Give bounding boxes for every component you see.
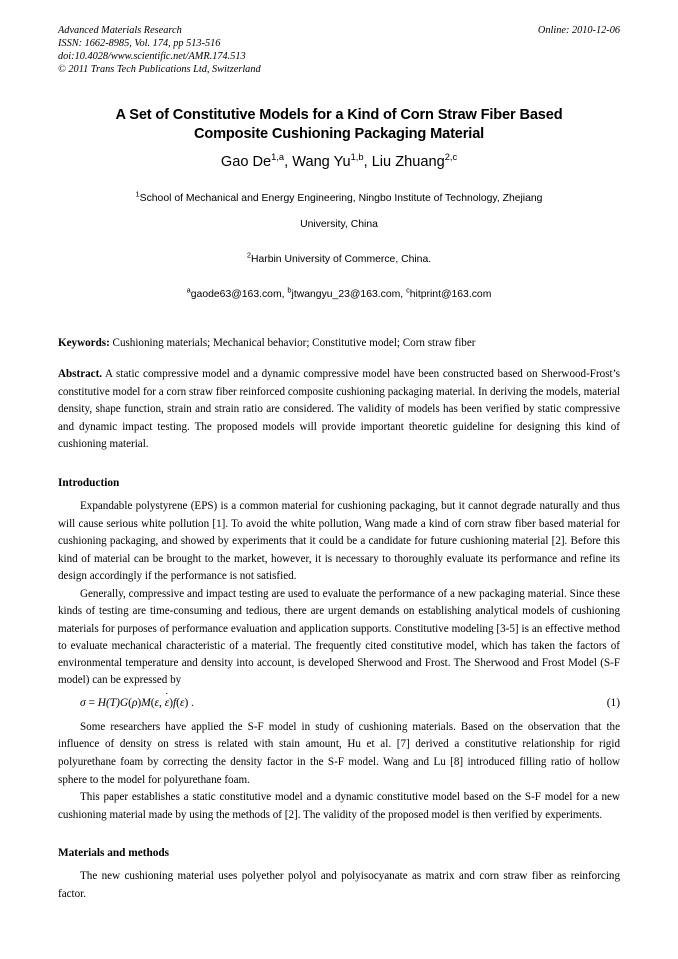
equation-1-body [80, 697, 194, 709]
journal-doi-line: doi:10.4028/www.scientific.net/AMR.174.513 [58, 51, 246, 63]
journal-header [58, 24, 620, 80]
equation-M-close: ) [169, 696, 173, 709]
title-line-1: A Set of Constitutive Models for a Kind of Corn Straw Fiber Based [115, 107, 563, 123]
introduction-paragraph-3: Some researchers have applied the S-F model in study of cushioning materials. Based on the observation that the influence of density on stress is related with stain amount, Hu et al. [7] derived a constitutive relationship for rigid polyurethane foam by correcting the density factor in the S-F model. Wang and Lu [8] introduced filling ratio of hollow sphere to the model for polyurethane foam. [58, 720, 620, 786]
equation-f: f [173, 696, 177, 709]
email-a[interactable]: gaode63@163.com, [190, 289, 288, 300]
author-2-name: Wang Yu [292, 154, 351, 170]
affiliation-1-line-1 [58, 186, 620, 212]
equation-1-number: (1) [606, 696, 620, 709]
journal-name: Advanced Materials Research [58, 25, 182, 36]
equation-1-row [58, 697, 620, 717]
equation-rho-close: ) [137, 696, 142, 709]
email-a-marker: a [186, 285, 191, 295]
equation-f-epsilon: ε [179, 696, 185, 709]
materials-paragraph-1: The new cushioning material uses polyether polyol and polyisocyanate as matrix and corn straw fiber as reinforcing factor. [58, 870, 620, 900]
equation-equals: = [85, 696, 98, 709]
equation-M: M [141, 696, 151, 709]
keywords-text: Cushioning materials; Mechanical behavior; Constitutive model; Corn straw fiber [109, 337, 476, 349]
abstract-block [58, 366, 620, 454]
equation-T-paren: (T) [105, 696, 120, 709]
equation-H: H [97, 696, 106, 709]
affiliation-1-text-line-1: School of Mechanical and Energy Engineering, Ningbo Institute of Technology, Zhejiang [139, 193, 543, 204]
abstract-label: Abstract. [58, 368, 103, 380]
keywords-label: Keywords: [58, 337, 110, 349]
introduction-paragraph-1: Expandable polystyrene (EPS) is a common material for cushioning packaging, but it cannot degrade naturally and thus will cause serious white pollution [1]. To avoid the white pollution, Wang made a kind of corn straw fiber based material for cushioning packaging, and showed by experiments that it could be a candidate for future cushioning material [2]. Before this kind of material can be brought to the market, however, it is necessary to thoroughly evaluate its performance and refine its design accordingly if the performance is not satisfied. [58, 499, 620, 583]
introduction-paragraph-2: Generally, compressive and impact testing are used to evaluate the performance of a new packaging material. Since these kinds of testing are time-consuming and tedious, there are urgent demands on establishing analytical models of cushioning materials for purposes of performance evaluation and application supports. Constitutive modeling [3-5] is an effective method to evaluate mechanical characteristic of a material. The frequently cited constitutive model, which has taken the factors of environmental temperature and density into account, is developed Sherwood and Frost. The Sherwood and Frost Model (S-F model) can be expressed by [58, 587, 620, 687]
author-1-name: Gao De [220, 154, 272, 170]
author-1-affiliation-marker: 1,a [271, 152, 285, 163]
section-heading-introduction: Introduction [58, 476, 120, 489]
email-c-marker: c [406, 285, 410, 295]
email-b-marker: b [287, 285, 292, 295]
equation-rho-open: ( [128, 696, 132, 709]
author-separator-1: , [284, 154, 293, 170]
affiliation-1-marker: 1 [135, 189, 140, 199]
author-list [58, 153, 620, 172]
online-date: Online: 2010-12-06 [537, 25, 620, 36]
equation-M-comma: , [159, 696, 165, 709]
introduction-paragraph-4: This paper establishes a static constitutive model and a dynamic constitutive model based on the S-F model for a new cushioning material made by using the methods of [2]. The validity of the proposed model is then verified by experiments. [58, 791, 620, 821]
journal-copyright-line: © 2011 Trans Tech Publications Ltd, Switzerland [58, 64, 261, 76]
author-emails [58, 282, 620, 308]
journal-header-left [58, 24, 458, 76]
author-3-name: Liu Zhuang [371, 154, 445, 170]
title-line-2: Composite Cushioning Packaging Material [193, 126, 485, 142]
keywords-block [58, 336, 620, 351]
equation-rho: ρ [131, 696, 138, 709]
equation-epsilon: ε [154, 696, 159, 709]
equation-epsilon-dot: ε ˙ [165, 697, 170, 709]
author-separator-2: , [363, 154, 372, 170]
equation-M-open: ( [150, 696, 155, 709]
equation-sigma: σ [80, 696, 86, 709]
author-2-affiliation-marker: 1,b [350, 152, 364, 163]
email-b[interactable]: jtwangyu_23@163.com, [291, 289, 407, 300]
equation-f-open: ( [176, 696, 180, 709]
journal-issn-line: ISSN: 1662-8985, Vol. 174, pp 513-516 [58, 38, 221, 50]
equation-G: G [119, 696, 129, 709]
equation-period: . [188, 696, 194, 709]
affiliation-2 [58, 247, 620, 273]
affiliation-1 [58, 186, 620, 238]
author-3-affiliation-marker: 2,c [444, 152, 458, 163]
section-heading-materials-and-methods: Materials and methods [58, 847, 170, 860]
affiliation-2-text: Harbin University of Commerce, China. [250, 254, 432, 265]
email-c[interactable]: hitprint@163.com [409, 289, 492, 300]
equation-f-close: ) [184, 696, 189, 709]
affiliation-2-marker: 2 [246, 250, 251, 260]
abstract-text: A static compressive model and a dynamic compressive model have been constructed based on Sherwood-Frost’s constitutive model for a corn straw fiber reinforced composite cushioning packaging material. In deriving the models, material density, shape function, strain and strain ratio are considered. The validity of models has been verified by static compressive and dynamic impact testing. The proposed models will provide important theoretic guideline for designing this kind of cushioning material. [58, 368, 620, 451]
affiliation-1-line-2: University, China [300, 219, 378, 230]
page-title [58, 106, 620, 144]
